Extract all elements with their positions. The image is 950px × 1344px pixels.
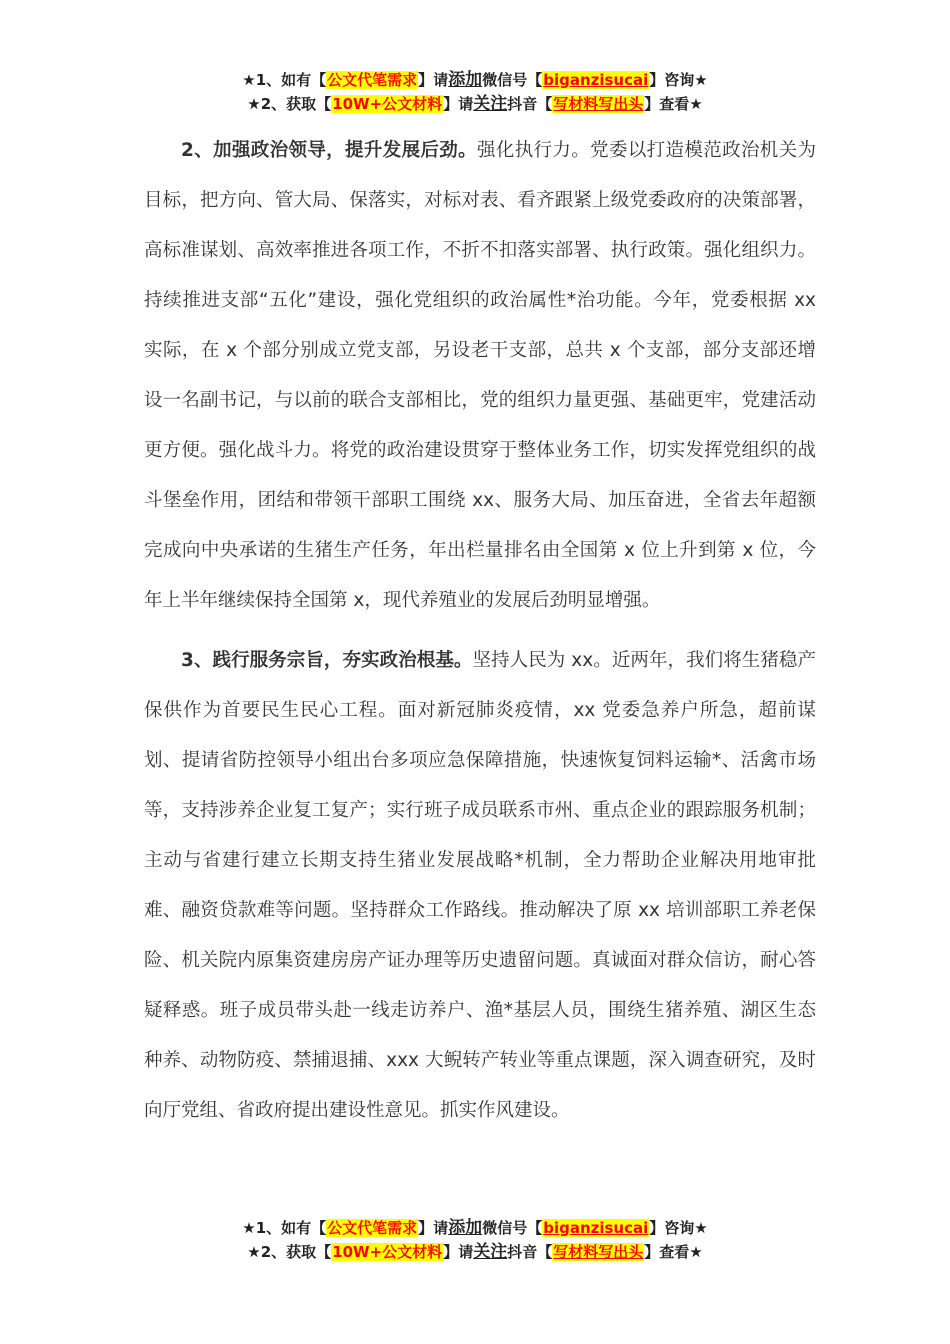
promo-text: 】查看★ bbox=[644, 95, 703, 113]
promo-underline-add: 添加 bbox=[448, 1218, 483, 1238]
document-body bbox=[144, 126, 816, 1136]
paragraph-2 bbox=[144, 126, 816, 626]
top-promo-banner bbox=[0, 68, 950, 116]
promo-highlight-materials: 10W+公文材料 bbox=[332, 1243, 443, 1261]
promo-text: ★2、获取【 bbox=[247, 95, 332, 113]
promo-line-1 bbox=[0, 68, 950, 92]
paragraph-3 bbox=[144, 636, 816, 1136]
paragraph-heading: 3、践行服务宗旨，夯实政治根基。 bbox=[181, 650, 473, 671]
promo-underline-add: 添加 bbox=[448, 70, 483, 90]
promo-douyin-account-link[interactable]: 写材料写出头 bbox=[553, 95, 644, 113]
promo-underline-follow: 关注 bbox=[473, 1242, 508, 1262]
promo-underline-follow: 关注 bbox=[473, 94, 508, 114]
promo-text: 】请 bbox=[418, 71, 449, 89]
promo-text: 微信号【 bbox=[482, 1219, 543, 1237]
promo-highlight-materials: 10W+公文材料 bbox=[332, 95, 443, 113]
promo-text: 】请 bbox=[418, 1219, 449, 1237]
promo-text: 】咨询★ bbox=[649, 71, 708, 89]
paragraph-text: 强化执行力。党委以打造模范政治机关为目标，把方向、管大局、保落实，对标对表、看齐跟紧上级党委政府的决策部署，高标准谋划、高效率推进各项工作，不折不扣落实部署、执行政策。强化组织力。持续推进支部“五化”建设，强化党组织的政治属性*治功能。今年，党委根据 xx 实际，在 x 个部分别成立党支部，另设老干支部，总共 x 个支部，部分支部还增设一名副书记，与以前的联合支部相比，党的组织力量更强、基础更牢，党建活动更方便。强化战斗力。将党的政治建设贯穿于整体业务工作，切实发挥党组织的战斗堡垒作用，团结和带领干部职工围绕 xx、服务大局、加压奋进，全省去年超额完成向中央承诺的生猪生产任务，年出栏量排名由全国第 x 位上升到第 x 位，今年上半年继续保持全国第 x，现代养殖业的发展后劲明显增强。 bbox=[144, 140, 816, 611]
promo-highlight-ghostwriting: 公文代笔需求 bbox=[327, 71, 418, 89]
promo-wechat-id-link[interactable]: biganzisucai bbox=[543, 1219, 649, 1237]
promo-text: 】咨询★ bbox=[649, 1219, 708, 1237]
promo-text: 抖音【 bbox=[507, 1243, 553, 1261]
promo-wechat-id-link[interactable]: biganzisucai bbox=[543, 71, 649, 89]
promo-text: 】请 bbox=[443, 1243, 474, 1261]
promo-text: 】请 bbox=[443, 95, 474, 113]
promo-line-2 bbox=[0, 92, 950, 116]
bottom-promo-banner bbox=[0, 1216, 950, 1264]
promo-highlight-ghostwriting: 公文代笔需求 bbox=[327, 1219, 418, 1237]
promo-line-2 bbox=[0, 1240, 950, 1264]
promo-text: ★1、如有【 bbox=[242, 71, 327, 89]
promo-text: 微信号【 bbox=[482, 71, 543, 89]
promo-text: 】查看★ bbox=[644, 1243, 703, 1261]
promo-douyin-account-link[interactable]: 写材料写出头 bbox=[553, 1243, 644, 1261]
paragraph-heading: 2、加强政治领导，提升发展后劲。 bbox=[181, 140, 478, 161]
promo-text: 抖音【 bbox=[507, 95, 553, 113]
promo-text: ★2、获取【 bbox=[247, 1243, 332, 1261]
promo-text: ★1、如有【 bbox=[242, 1219, 327, 1237]
paragraph-text: 坚持人民为 xx。近两年，我们将生猪稳产保供作为首要民生民心工程。面对新冠肺炎疫情，xx 党委急养户所急，超前谋划、提请省防控领导小组出台多项应急保障措施，快速恢复饲料运输*、活禽市场等，支持涉养企业复工复产；实行班子成员联系市州、重点企业的跟踪服务机制；主动与省建行建立长期支持生猪业发展战略*机制，全力帮助企业解决用地审批难、融资贷款难等问题。坚持群众工作路线。推动解决了原 xx 培训部职工养老保险、机关院内原集资建房房产证办理等历史遗留问题。真诚面对群众信访，耐心答疑释惑。班子成员带头赴一线走访养户、渔*基层人员，围绕生猪养殖、湖区生态种养、动物防疫、禁捕退捕、xxx 大鲵转产转业等重点课题，深入调查研究，及时向厅党组、省政府提出建设性意见。抓实作风建设。 bbox=[144, 650, 817, 1121]
promo-line-1 bbox=[0, 1216, 950, 1240]
